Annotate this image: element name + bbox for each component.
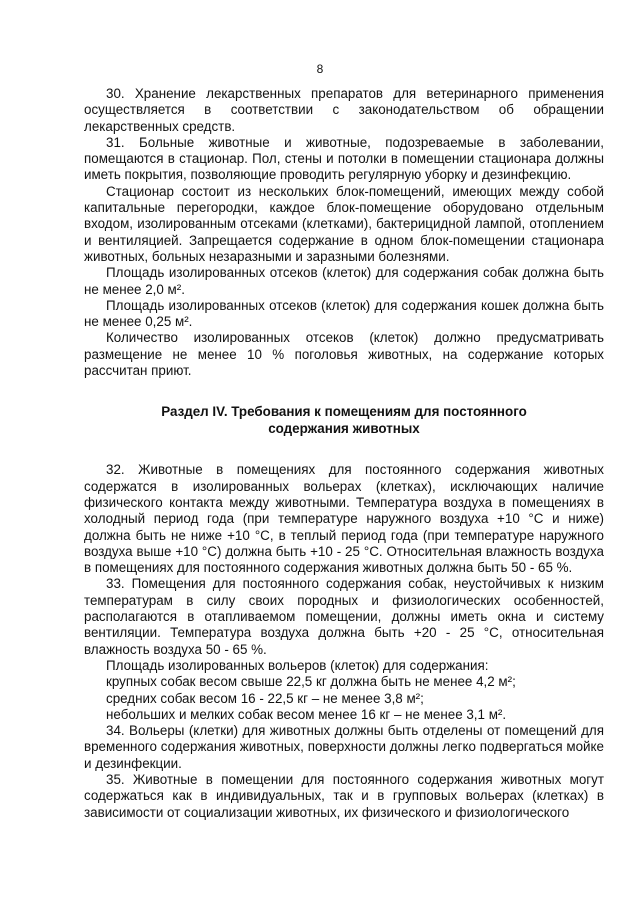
paragraph-34: 34. Вольеры (клетки) для животных должны быть отделены от помещений для временного содержания животных, поверхности должны легко подвергаться мойке и дезинфекции. (84, 723, 604, 771)
page-number: 8 (316, 62, 324, 76)
section-heading-line1: Раздел IV. Требования к помещениям для постоянного (161, 404, 527, 420)
list-item-medium-dogs: средних собак весом 16 - 22,5 кг – не менее 3,8 м²; (106, 690, 424, 706)
paragraph-32: 32. Животные в помещениях для постоянного содержания животных содержатся в изолированных вольерах (клетках), исключающих наличие физического контакта между животными. Температура воздуха в помещениях в холодный период года (при температуре наружного воздуха +10 °С и ниже) должна быть не ниже +10 °С, в теплый период года (при температуре наружного воздуха выше +10 °С) должна быть +10 - 25 °С. Относительная влажность воздуха в помещениях для постоянного содержания животных должна быть 50 - 65 %. (84, 462, 604, 576)
list-item-large-dogs: крупных собак весом свыше 22,5 кг должна быть не менее 4,2 м²; (106, 674, 516, 690)
document-body (84, 86, 604, 821)
paragraph-30: 30. Хранение лекарственных препаратов для ветеринарного применения осуществляется в соответствии с законодательством об обращении лекарственных средств. (84, 86, 604, 134)
list-item-small-dogs: небольших и мелких собак весом менее 16 кг – не менее 3,1 м². (106, 706, 507, 722)
paragraph-cat-area: Площадь изолированных отсеков (клеток) для содержания кошек должна быть не менее 0,25 м². (84, 297, 604, 330)
paragraph-enclosure-area: Площадь изолированных вольеров (клеток) для содержания: (106, 657, 489, 673)
paragraph-stationary: Стационар состоит из нескольких блок-помещений, имеющих между собой капитальные перегородки, каждое блок-помещение оборудовано отдельным входом, изолированным отсеками (клетками), бактерицидной лампой, отоплением и вентиляцией. Запрещается содержание в одном блок-помещении стационара животных, больных незаразными и заразными болезнями. (84, 183, 604, 264)
paragraph-35: 35. Животные в помещении для постоянного содержания животных могут содержаться как в индивидуальных, так и в групповых вольерах (клетках) в зависимости от социализации животных, их физического и физиологического (84, 771, 604, 820)
section-heading-line2: содержания животных (268, 420, 420, 436)
paragraph-33: 33. Помещения для постоянного содержания собак, неустойчивых к низким температурам в силу своих породных и физиологических особенностей, располагаются в отапливаемом помещении, должны иметь окна и систему вентиляции. Температура воздуха должна быть +20 - 25 °С, относительная влажность воздуха 50 - 65 %. (84, 576, 604, 657)
section-heading (84, 404, 604, 437)
paragraph-31: 31. Больные животные и животные, подозреваемые в заболевании, помещаются в стационар. Пол, стены и потолки в помещении стационара должны иметь покрытия, позволяющие проводить регулярную уборку и дезинфекцию. (84, 134, 604, 183)
paragraph-compartments: Количество изолированных отсеков (клеток) должно предусматривать размещение не менее 10 % поголовья животных, на содержание которых рассчитан приют. (84, 330, 604, 379)
paragraph-dog-area: Площадь изолированных отсеков (клеток) для содержания собак должна быть не менее 2,0 м². (84, 265, 604, 297)
